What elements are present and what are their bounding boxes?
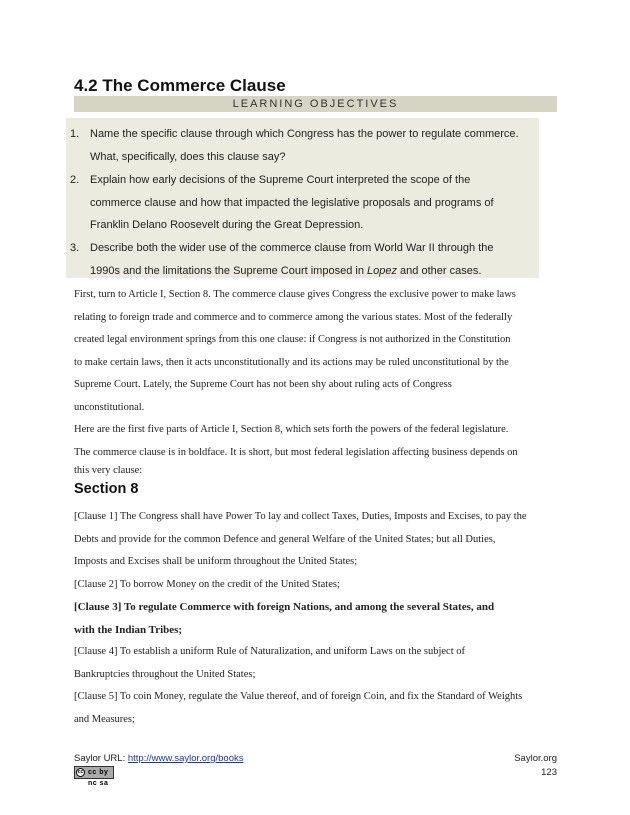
objective-text: and other cases. xyxy=(396,264,482,277)
clause-line: [Clause 4] To establish a uniform Rule of Naturalization, and uniform Laws on the subject of xyxy=(74,646,465,657)
paragraph-line: Here are the first five parts of Article I, Section 8, which sets forth the powers of the federal legislature. xyxy=(74,424,509,435)
clause-3-commerce xyxy=(74,596,558,641)
footer-site: Saylor.org xyxy=(514,753,557,764)
objective-line: commerce clause and how that impacted the legislative proposals and programs of xyxy=(90,196,494,209)
case-name-lopez: Lopez xyxy=(367,264,397,277)
clause-line: and Measures; xyxy=(74,713,135,725)
clause-2 xyxy=(74,574,558,597)
cc-icon: cc xyxy=(77,769,84,775)
license-label: cc by nc sa xyxy=(88,769,109,787)
clause-line: with the Indian Tribes; xyxy=(74,623,183,636)
clause-list xyxy=(74,506,558,731)
section-8-heading: Section 8 xyxy=(74,481,139,497)
objective-item xyxy=(70,169,532,237)
objective-line: Explain how early decisions of the Supreme Court interpreted the scope of the xyxy=(90,174,471,186)
clause-1 xyxy=(74,506,558,574)
objective-number: 1. xyxy=(70,128,80,140)
objective-number: 3. xyxy=(70,242,80,254)
paragraph-line: unconstitutional. xyxy=(74,401,145,413)
paragraph-line: created legal environment springs from this one clause: if Congress is not authorized in the Constitution xyxy=(74,334,511,345)
paragraph-line: relating to foreign trade and commerce and to commerce among the various states. Most of the federally xyxy=(74,311,513,323)
paragraph-line: to make certain laws, then it acts unconstitutionally and its actions may be ruled unconstitutional by the xyxy=(74,356,509,368)
section-title: 4.2 The Commerce Clause xyxy=(74,76,286,95)
clause-line: [Clause 5] To coin Money, regulate the Value thereof, and of foreign Coin, and fix the Standard of Weights xyxy=(74,691,523,702)
footer-url xyxy=(74,753,244,764)
page-number: 123 xyxy=(541,767,557,778)
objective-line: What, specifically, does this clause say? xyxy=(90,150,286,163)
paragraph-line: Supreme Court. Lately, the Supreme Court has not been shy about ruling acts of Congress xyxy=(74,379,452,390)
objective-line: Describe both the wider use of the commerce clause from World War II through the xyxy=(90,242,494,254)
body-paragraph xyxy=(74,284,558,419)
objective-line xyxy=(90,260,532,283)
clause-line: [Clause 2] To borrow Money on the credit of the United States; xyxy=(74,578,340,590)
paragraph-line: The commerce clause is in boldface. It is short, but most federal legislation affecting business depends on xyxy=(74,446,518,458)
footer-url-label: Saylor URL: xyxy=(74,753,128,764)
objective-item xyxy=(70,123,532,168)
clause-line: [Clause 1] The Congress shall have Power To lay and collect Taxes, Duties, Imposts and Excises, to pay the xyxy=(74,511,527,522)
objective-item xyxy=(70,237,532,282)
clause-4 xyxy=(74,641,558,686)
paragraph-line: this very clause: xyxy=(74,465,143,476)
clause-line: Imposts and Excises shall be uniform throughout the United States; xyxy=(74,556,358,567)
saylor-books-link[interactable]: http://www.saylor.org/books xyxy=(127,753,244,764)
clause-line: [Clause 3] To regulate Commerce with foreign Nations, and among the several States, and xyxy=(74,601,495,613)
learning-objectives-header: LEARNING OBJECTIVES xyxy=(74,96,557,112)
clause-line: Debts and provide for the common Defence and general Welfare of the United States; but all Duties, xyxy=(74,533,496,545)
creative-commons-badge[interactable] xyxy=(74,766,114,787)
objective-text: 1990s and the limitations the Supreme Court imposed in xyxy=(90,264,367,277)
clause-line: Bankruptcies throughout the United States; xyxy=(74,668,256,680)
body-paragraph xyxy=(74,419,558,478)
objective-line: Franklin Delano Roosevelt during the Great Depression. xyxy=(90,219,364,231)
objective-number: 2. xyxy=(70,174,80,186)
clause-5 xyxy=(74,686,558,731)
objective-line: Name the specific clause through which Congress has the power to regulate commerce. xyxy=(90,128,519,140)
paragraph-line: First, turn to Article I, Section 8. The commerce clause gives Congress the exclusive power to make laws xyxy=(74,289,516,300)
